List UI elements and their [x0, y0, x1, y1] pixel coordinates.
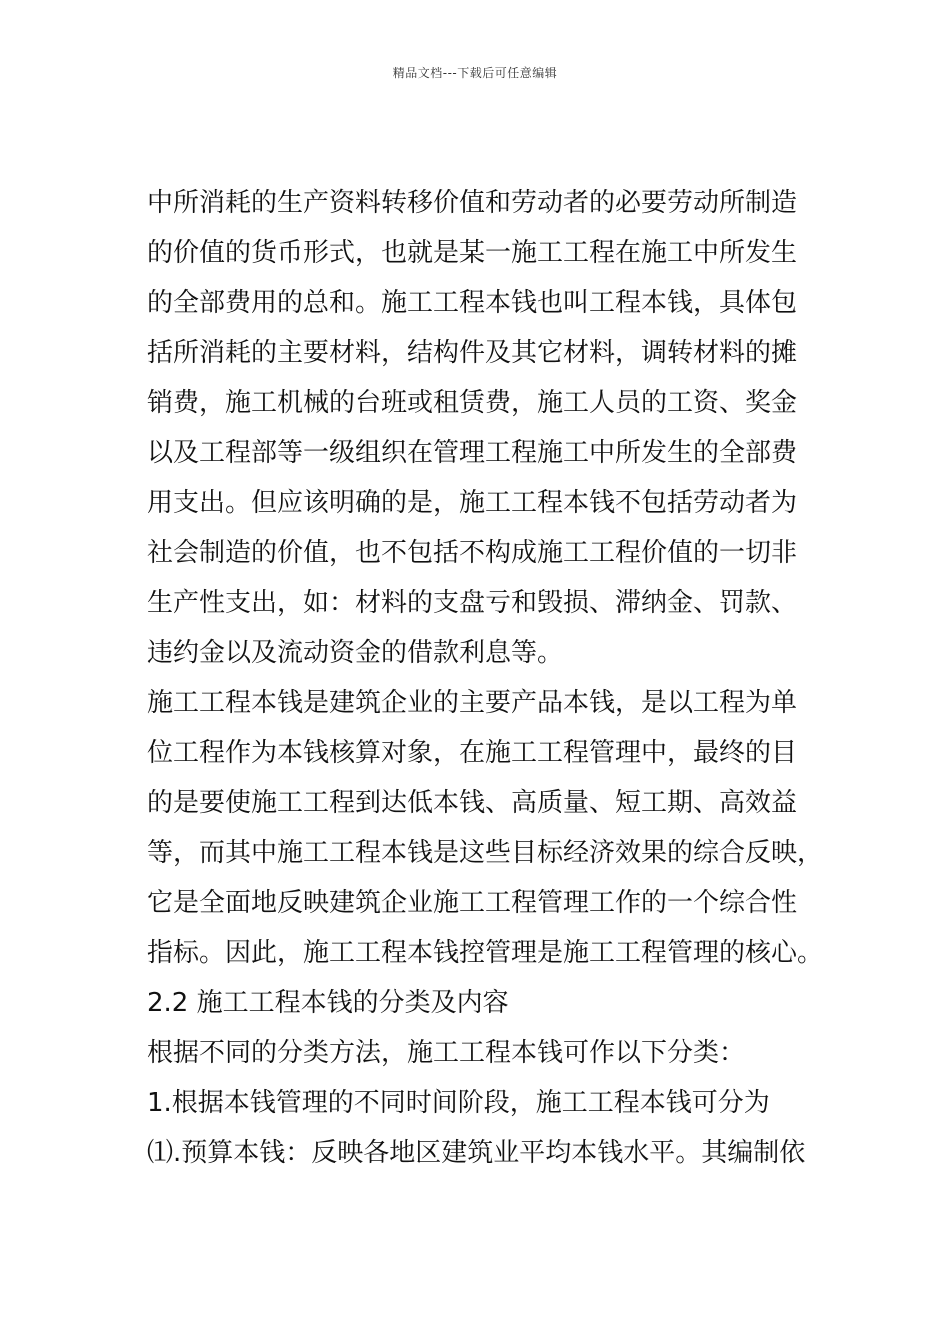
text-line: 中所消耗的生产资料转移价值和劳动者的必要劳动所制造: [147, 188, 798, 218]
text-line: 违约金以及流动资金的借款利息等。: [147, 638, 564, 668]
text-line: 社会制造的价值，也不包括不构成施工工程价值的一切非: [147, 538, 798, 568]
section-heading: 2.2 施工工程本钱的分类及内容: [147, 988, 509, 1018]
text-line: 根据不同的分类方法，施工工程本钱可作以下分类：: [147, 1038, 746, 1068]
text-line: 的全部费用的总和。施工工程本钱也叫工程本钱，具体包: [147, 288, 798, 318]
text-line: 生产性支出，如：材料的支盘亏和毁损、滞纳金、罚款、: [147, 588, 798, 618]
text-line: 的是要使施工工程到达低本钱、高质量、短工期、高效益: [147, 788, 798, 818]
page-header: 精品文档---下载后可任意编辑: [392, 66, 558, 80]
text-line: 指标。因此，施工工程本钱控管理是施工工程管理的核心。: [147, 938, 824, 968]
document-body: [147, 178, 824, 1178]
text-line: 的价值的货币形式，也就是某一施工工程在施工中所发生: [147, 238, 798, 268]
text-line: 销费，施工机械的台班或租赁费，施工人员的工资、奖金: [147, 388, 798, 418]
list-item: ⑴.预算本钱：反映各地区建筑业平均本钱水平。其编制依: [147, 1138, 806, 1168]
text-line: 位工程作为本钱核算对象，在施工工程管理中，最终的目: [147, 738, 798, 768]
text-line: 括所消耗的主要材料，结构件及其它材料，调转材料的摊: [147, 338, 798, 368]
text-line: 等，而其中施工工程本钱是这些目标经济效果的综合反映，: [147, 838, 824, 868]
list-item: 1.根据本钱管理的不同时间阶段，施工工程本钱可分为: [147, 1088, 770, 1118]
text-line: 以及工程部等一级组织在管理工程施工中所发生的全部费: [147, 438, 798, 468]
text-line: 施工工程本钱是建筑企业的主要产品本钱，是以工程为单: [147, 688, 798, 718]
text-line: 用支出。但应该明确的是，施工工程本钱不包括劳动者为: [147, 488, 798, 518]
text-line: 它是全面地反映建筑企业施工工程管理工作的一个综合性: [147, 888, 798, 918]
